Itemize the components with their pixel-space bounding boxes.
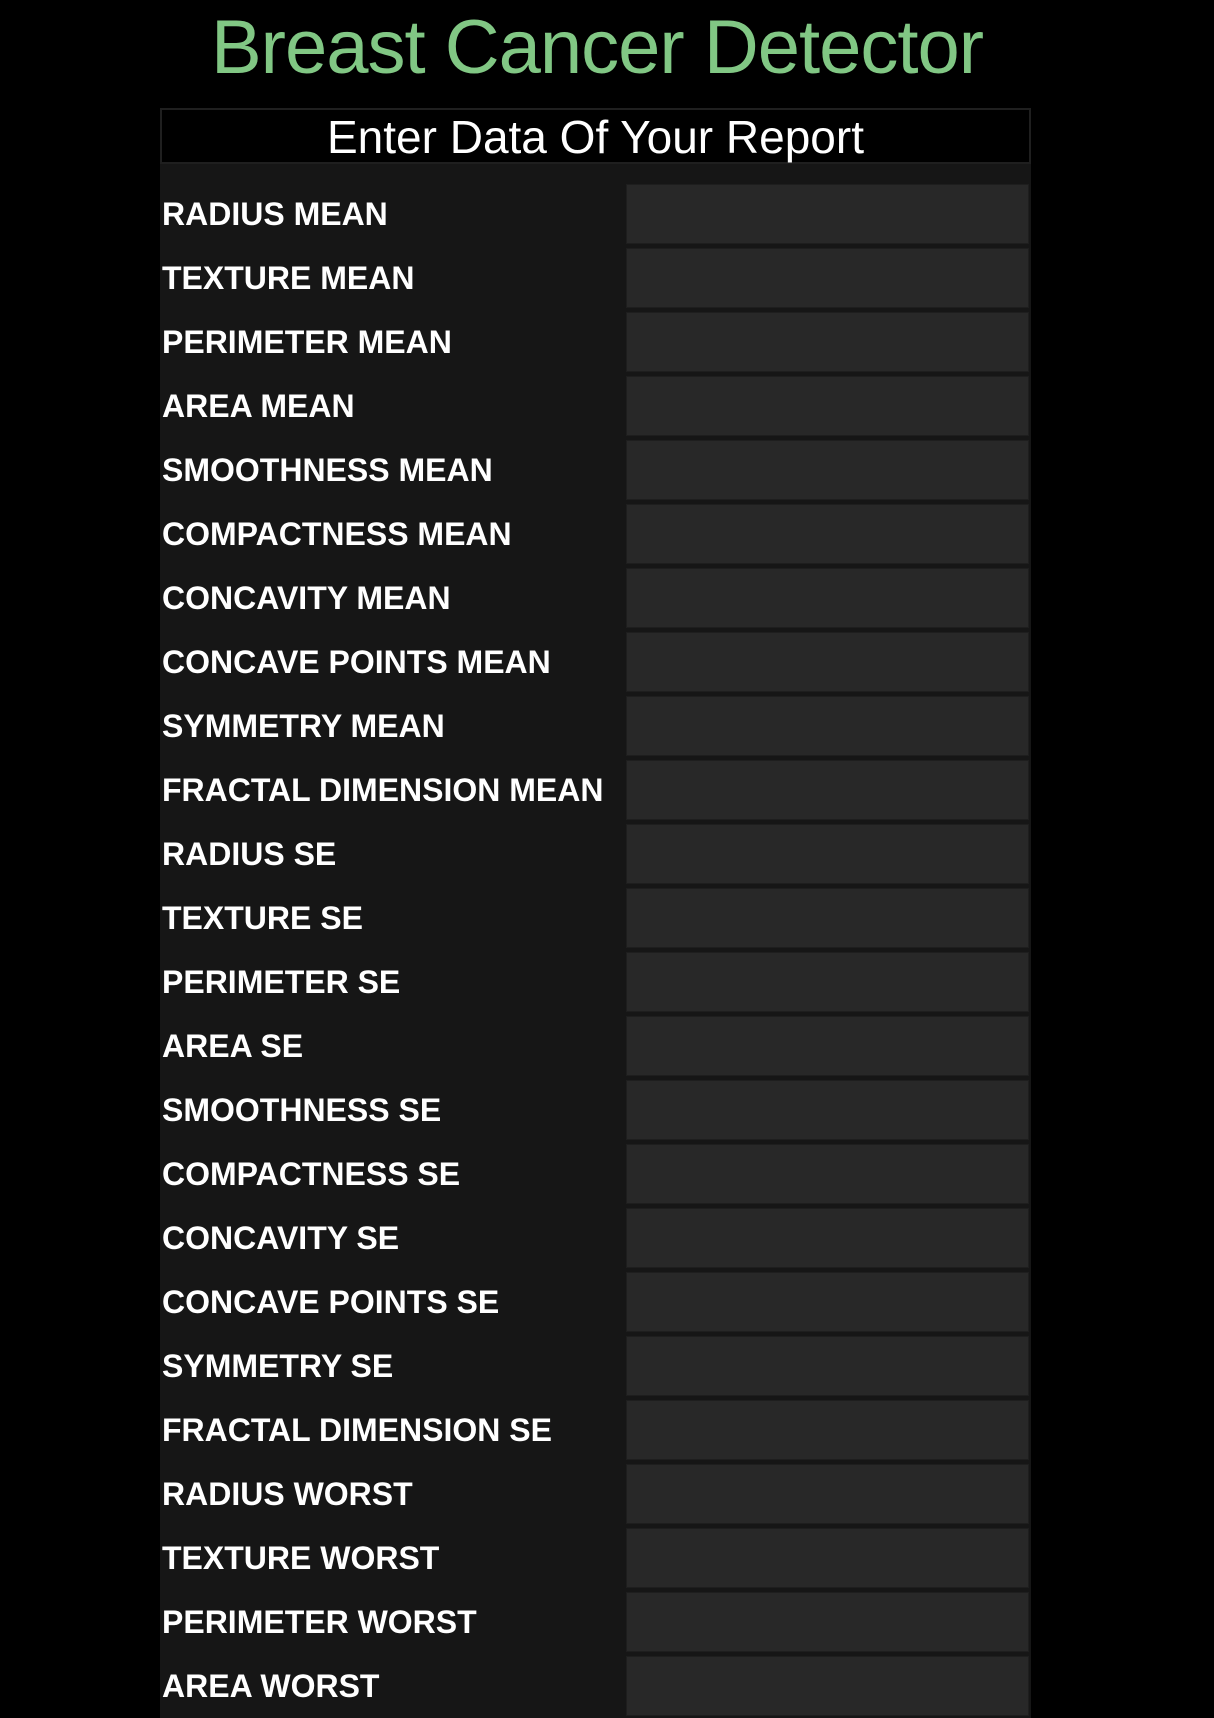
texture-mean-input[interactable]: [626, 248, 1029, 308]
app-title: Breast Cancer Detector: [210, 5, 984, 90]
form-row-concave-points-mean: [160, 632, 1031, 696]
concavity-mean-input[interactable]: [626, 568, 1029, 628]
perimeter-mean-input[interactable]: [626, 312, 1029, 372]
field-label-radius-worst: RADIUS WORST: [162, 1476, 413, 1512]
field-label-perimeter-mean: PERIMETER MEAN: [162, 324, 452, 360]
form-row-compactness-mean: [160, 504, 1031, 568]
form-row-symmetry-mean: [160, 696, 1031, 760]
field-label-concave-points-mean: CONCAVE POINTS MEAN: [162, 644, 551, 680]
field-label-concave-points-se: CONCAVE POINTS SE: [162, 1284, 500, 1320]
radius-se-input[interactable]: [626, 824, 1029, 884]
form-row-smoothness-se: [160, 1080, 1031, 1144]
concave-points-se-input[interactable]: [626, 1272, 1029, 1332]
form-row-fractal-dimension-mean: [160, 760, 1031, 824]
field-label-symmetry-se: SYMMETRY SE: [162, 1348, 394, 1384]
radius-worst-input[interactable]: [626, 1464, 1029, 1524]
field-label-symmetry-mean: SYMMETRY MEAN: [162, 708, 445, 744]
form-row-concavity-mean: [160, 568, 1031, 632]
field-label-area-worst: AREA WORST: [162, 1668, 380, 1704]
field-label-compactness-se: COMPACTNESS SE: [162, 1156, 461, 1192]
form-row-fractal-dimension-se: [160, 1400, 1031, 1464]
texture-worst-input[interactable]: [626, 1528, 1029, 1588]
form-row-area-worst: [160, 1656, 1031, 1718]
form-row-radius-worst: [160, 1464, 1031, 1528]
field-label-radius-mean: RADIUS MEAN: [162, 196, 388, 232]
fractal-dimension-se-input[interactable]: [626, 1400, 1029, 1460]
field-label-perimeter-se: PERIMETER SE: [162, 964, 401, 1000]
area-mean-input[interactable]: [626, 376, 1029, 436]
field-label-fractal-dimension-mean: FRACTAL DIMENSION MEAN: [162, 772, 604, 808]
area-worst-input[interactable]: [626, 1656, 1029, 1716]
smoothness-mean-input[interactable]: [626, 440, 1029, 500]
form-row-perimeter-mean: [160, 312, 1031, 376]
field-label-texture-worst: TEXTURE WORST: [162, 1540, 440, 1576]
form-fields: [160, 184, 1031, 1718]
form-row-radius-se: [160, 824, 1031, 888]
symmetry-mean-input[interactable]: [626, 696, 1029, 756]
smoothness-se-input[interactable]: [626, 1080, 1029, 1140]
concave-points-mean-input[interactable]: [626, 632, 1029, 692]
fractal-dimension-mean-input[interactable]: [626, 760, 1029, 820]
field-label-concavity-se: CONCAVITY SE: [162, 1220, 400, 1256]
perimeter-worst-input[interactable]: [626, 1592, 1029, 1652]
form-row-symmetry-se: [160, 1336, 1031, 1400]
field-label-texture-mean: TEXTURE MEAN: [162, 260, 415, 296]
field-label-texture-se: TEXTURE SE: [162, 900, 363, 936]
form-row-area-se: [160, 1016, 1031, 1080]
report-form: [160, 108, 1031, 1718]
form-row-area-mean: [160, 376, 1031, 440]
texture-se-input[interactable]: [626, 888, 1029, 948]
area-se-input[interactable]: [626, 1016, 1029, 1076]
form-row-concavity-se: [160, 1208, 1031, 1272]
field-label-radius-se: RADIUS SE: [162, 836, 337, 872]
field-label-area-se: AREA SE: [162, 1028, 304, 1064]
form-row-texture-mean: [160, 248, 1031, 312]
form-row-radius-mean: [160, 184, 1031, 248]
form-heading: Enter Data Of Your Report: [160, 108, 1031, 164]
form-row-perimeter-se: [160, 952, 1031, 1016]
form-row-compactness-se: [160, 1144, 1031, 1208]
perimeter-se-input[interactable]: [626, 952, 1029, 1012]
compactness-mean-input[interactable]: [626, 504, 1029, 564]
field-label-concavity-mean: CONCAVITY MEAN: [162, 580, 451, 616]
field-label-compactness-mean: COMPACTNESS MEAN: [162, 516, 512, 552]
field-label-area-mean: AREA MEAN: [162, 388, 355, 424]
compactness-se-input[interactable]: [626, 1144, 1029, 1204]
form-row-smoothness-mean: [160, 440, 1031, 504]
form-row-concave-points-se: [160, 1272, 1031, 1336]
field-label-fractal-dimension-se: FRACTAL DIMENSION SE: [162, 1412, 552, 1448]
symmetry-se-input[interactable]: [626, 1336, 1029, 1396]
field-label-smoothness-mean: SMOOTHNESS MEAN: [162, 452, 493, 488]
form-row-perimeter-worst: [160, 1592, 1031, 1656]
concavity-se-input[interactable]: [626, 1208, 1029, 1268]
form-row-texture-se: [160, 888, 1031, 952]
field-label-perimeter-worst: PERIMETER WORST: [162, 1604, 477, 1640]
radius-mean-input[interactable]: [626, 184, 1029, 244]
form-row-texture-worst: [160, 1528, 1031, 1592]
field-label-smoothness-se: SMOOTHNESS SE: [162, 1092, 442, 1128]
